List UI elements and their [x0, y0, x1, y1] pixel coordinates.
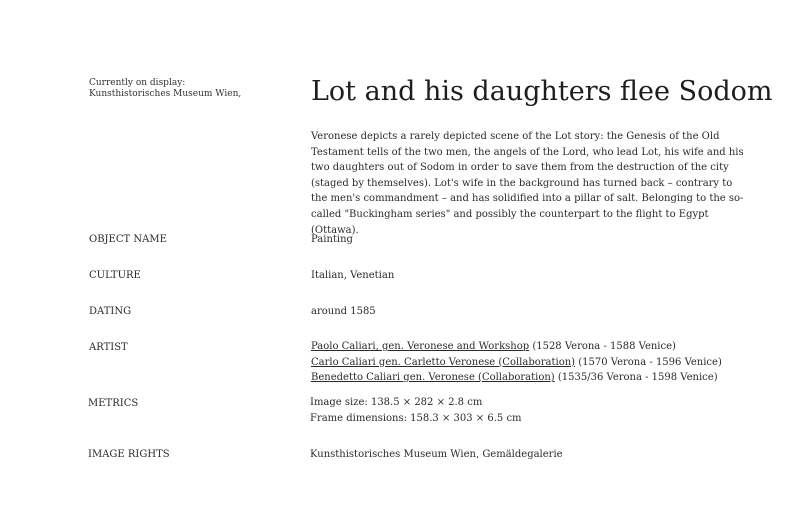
artist-label: ARTIST — [89, 342, 128, 353]
display-location — [89, 78, 241, 100]
artist-entry — [311, 339, 722, 355]
artist-entry — [311, 370, 722, 386]
culture-value: Italian, Venetian — [311, 270, 395, 281]
artist-dates: (1535/36 Verona - 1598 Venice) — [554, 372, 718, 383]
object-name-label: OBJECT NAME — [89, 234, 167, 245]
image-size: Image size: 138.5 × 282 × 2.8 cm — [310, 397, 483, 408]
metrics-label: METRICS — [88, 398, 139, 409]
artist-link-benedetto-caliari[interactable]: Benedetto Caliari gen. Veronese (Collaboration) — [311, 372, 555, 383]
artist-dates: (1528 Verona - 1588 Venice) — [529, 341, 676, 352]
image-rights-value: Kunsthistorisches Museum Wien, Gemäldegalerie — [310, 449, 563, 460]
object-name-value: Painting — [311, 234, 353, 245]
dating-label: DATING — [89, 306, 132, 317]
artist-dates: (1570 Verona - 1596 Venice) — [575, 356, 722, 368]
artwork-title: Lot and his daughters flee Sodom — [311, 76, 773, 107]
display-location-museum: Kunsthistorisches Museum Wien, — [89, 89, 242, 99]
artist-list — [311, 339, 722, 386]
frame-dimensions: Frame dimensions: 158.3 × 303 × 6.5 cm — [310, 412, 522, 424]
display-location-heading: Currently on display: — [89, 78, 186, 88]
metrics-values — [310, 395, 522, 426]
artist-link-paolo-caliari[interactable]: Paolo Caliari, gen. Veronese and Workshop — [311, 341, 530, 352]
dating-value: around 1585 — [311, 306, 376, 317]
artist-link-carlo-caliari[interactable]: Carlo Caliari gen. Carletto Veronese (Collaboration) — [311, 356, 576, 368]
artist-entry — [311, 355, 722, 371]
image-rights-label: IMAGE RIGHTS — [88, 449, 170, 460]
artwork-description: Veronese depicts a rarely depicted scene of the Lot story: the Genesis of the Old Testament tells of the two men, the angels of the Lord, who lead Lot, his wife and his two daughters out of Sodom in order to save them from the destruction of the city (staged by themselves). Lot's wife in the background has turned back – contrary to the men's commandment – and has solidified into a pillar of salt. Belonging to the so-called "Buckingham series" and possibly the counterpart to the flight to Egypt (Ottawa). — [311, 131, 744, 236]
culture-label: CULTURE — [89, 270, 141, 281]
